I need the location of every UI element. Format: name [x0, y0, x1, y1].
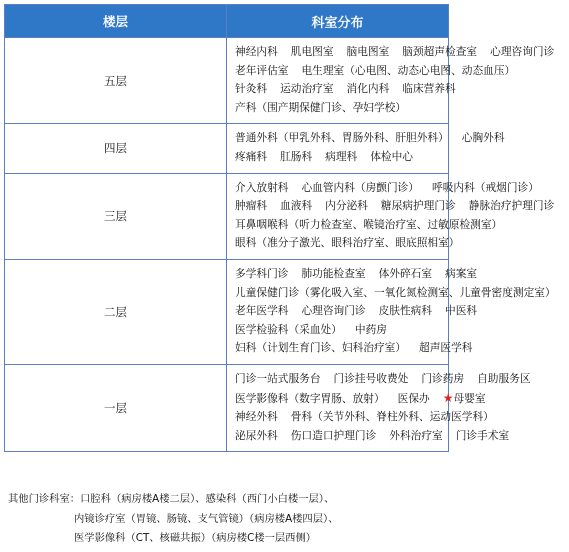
department-item: 针灸科 — [235, 82, 268, 96]
department-item: 脑颈超声检查室 — [402, 45, 478, 58]
floor-rows — [5, 38, 556, 452]
department-item: 神经内科 — [235, 45, 278, 58]
department-line — [235, 179, 539, 198]
department-item: 普通外科（甲乳外科、胃肠外科、肝胆外科） — [235, 131, 449, 145]
department-item: 皮肤性病科 — [378, 304, 433, 318]
department-item: 临床营养科 — [402, 82, 456, 96]
table-header-row — [5, 5, 449, 38]
department-item: 医保办 — [397, 391, 430, 405]
floor-row — [5, 38, 449, 124]
other-clinics-line: 其他门诊科室：口腔科（病房楼A楼二层）、感染科（西门小白楼一层）、 — [8, 493, 335, 505]
department-item: 血液科 — [280, 199, 313, 213]
department-item: 心理咨询门诊 — [301, 304, 366, 318]
department-line — [235, 370, 531, 389]
department-item: 中药房 — [354, 322, 387, 336]
department-item: 门诊挂号收费处 — [333, 371, 409, 385]
department-line — [235, 80, 456, 99]
department-item: 病案室 — [445, 266, 478, 280]
star-icon: ★ — [442, 390, 454, 405]
department-item: 超声医学科 — [419, 341, 473, 355]
department-item: 病理科 — [325, 149, 358, 163]
other-clinics-label: 其他门诊科室： — [8, 493, 81, 505]
department-item: 产科（围产期保健门诊、孕妇学校） — [235, 100, 407, 114]
department-item: 老年医学科 — [235, 304, 289, 318]
floor-departments — [227, 259, 556, 364]
department-item: 外科治疗室 — [389, 428, 443, 442]
department-line — [235, 265, 478, 284]
department-item: 门诊药房 — [421, 371, 465, 385]
department-item: 消化内科 — [346, 82, 390, 96]
department-item: 疼痛科 — [235, 149, 268, 163]
floor-label: 一层 — [5, 364, 227, 451]
department-item: 心胸外科 — [461, 131, 505, 145]
floor-departments — [227, 364, 531, 451]
floor-label: 二层 — [5, 259, 227, 364]
department-item: 神经外科 — [235, 410, 278, 424]
department-item: ★母婴室 — [442, 390, 486, 405]
floor-row — [5, 259, 449, 364]
floor-row — [5, 364, 449, 451]
department-line — [235, 216, 503, 235]
department-item: 自助服务区 — [477, 371, 531, 385]
department-item: 肌电图室 — [290, 45, 334, 58]
department-line — [235, 389, 486, 409]
floor-label: 五层 — [5, 38, 227, 124]
other-clinics-line: 内镜诊疗室（胃镜、肠镜、支气管镜）（病房楼A楼四层）、 — [74, 512, 339, 525]
department-line — [235, 427, 510, 446]
other-clinics-line: 医学影像科（CT、核磁共振）（病房楼C楼一层西侧） — [74, 532, 317, 544]
header-floor: 楼层 — [5, 5, 227, 38]
department-item: 肛肠科 — [280, 149, 313, 163]
department-item: 眼科（准分子激光、眼科治疗室、眼底照相室） — [235, 236, 460, 250]
other-clinics-note — [8, 490, 338, 549]
department-line — [235, 62, 516, 81]
department-item: 医学影像科（数字胃肠、放射） — [235, 391, 385, 405]
department-item: 肿瘤科 — [235, 199, 268, 213]
department-item: 体检中心 — [370, 149, 413, 163]
department-line — [235, 43, 555, 62]
department-line — [235, 129, 505, 148]
department-item: 多学科门诊 — [235, 266, 289, 280]
department-item: 门诊手术室 — [455, 428, 510, 442]
department-line — [235, 99, 443, 118]
department-item: 伤口造口护理门诊 — [290, 428, 377, 442]
floor-row — [5, 124, 449, 173]
department-directory-table — [4, 4, 556, 452]
department-line — [235, 284, 556, 303]
floor-row — [5, 173, 449, 259]
department-item: 门诊一站式服务台 — [235, 371, 321, 385]
department-item: 内分泌科 — [325, 199, 368, 213]
department-item: 肺功能检查室 — [301, 266, 366, 280]
department-line — [235, 339, 473, 358]
department-item: 儿童保健门诊（雾化吸入室、一氧化氮检测室、儿童骨密度测定室） — [235, 285, 556, 299]
department-line — [235, 197, 555, 216]
department-line — [235, 302, 478, 321]
department-line — [235, 234, 460, 253]
department-item: 运动治疗室 — [280, 82, 334, 96]
department-item: 呼吸内科（戒烟门诊） — [432, 180, 539, 194]
department-item: 骨科（关节外科、脊柱外科、运动医学科） — [290, 410, 494, 424]
header-departments: 科室分布 — [227, 5, 449, 38]
department-item: 医学检验科（采血处） — [235, 322, 342, 336]
department-item: 电生理室（心电图、动态心电图、动态血压） — [301, 63, 516, 77]
department-item: 介入放射科 — [235, 180, 289, 194]
department-line — [235, 148, 443, 167]
department-line — [235, 321, 443, 340]
floor-label: 四层 — [5, 124, 227, 173]
floor-label: 三层 — [5, 173, 227, 259]
department-item: 糖尿病护理门诊 — [380, 199, 456, 213]
department-item: 妇科（计划生育门诊、妇科治疗室） — [235, 341, 407, 355]
department-item: 脑电图室 — [346, 45, 390, 58]
floor-departments — [227, 173, 555, 259]
floor-departments — [227, 124, 505, 173]
department-item: 静脉治疗护理门诊 — [468, 199, 555, 213]
department-item: 中医科 — [445, 304, 478, 318]
department-item: 心理咨询门诊 — [490, 45, 555, 58]
department-item: 体外碎石室 — [378, 266, 433, 280]
department-line — [235, 408, 494, 427]
department-item: 泌尿外科 — [235, 428, 278, 442]
department-item: 老年评估室 — [235, 63, 289, 77]
department-item: 心血管内科（房颤门诊） — [301, 180, 420, 194]
floor-departments — [227, 38, 555, 124]
department-item: 耳鼻咽喉科（听力检查室、喉镜治疗室、过敏原检测室） — [235, 217, 503, 231]
